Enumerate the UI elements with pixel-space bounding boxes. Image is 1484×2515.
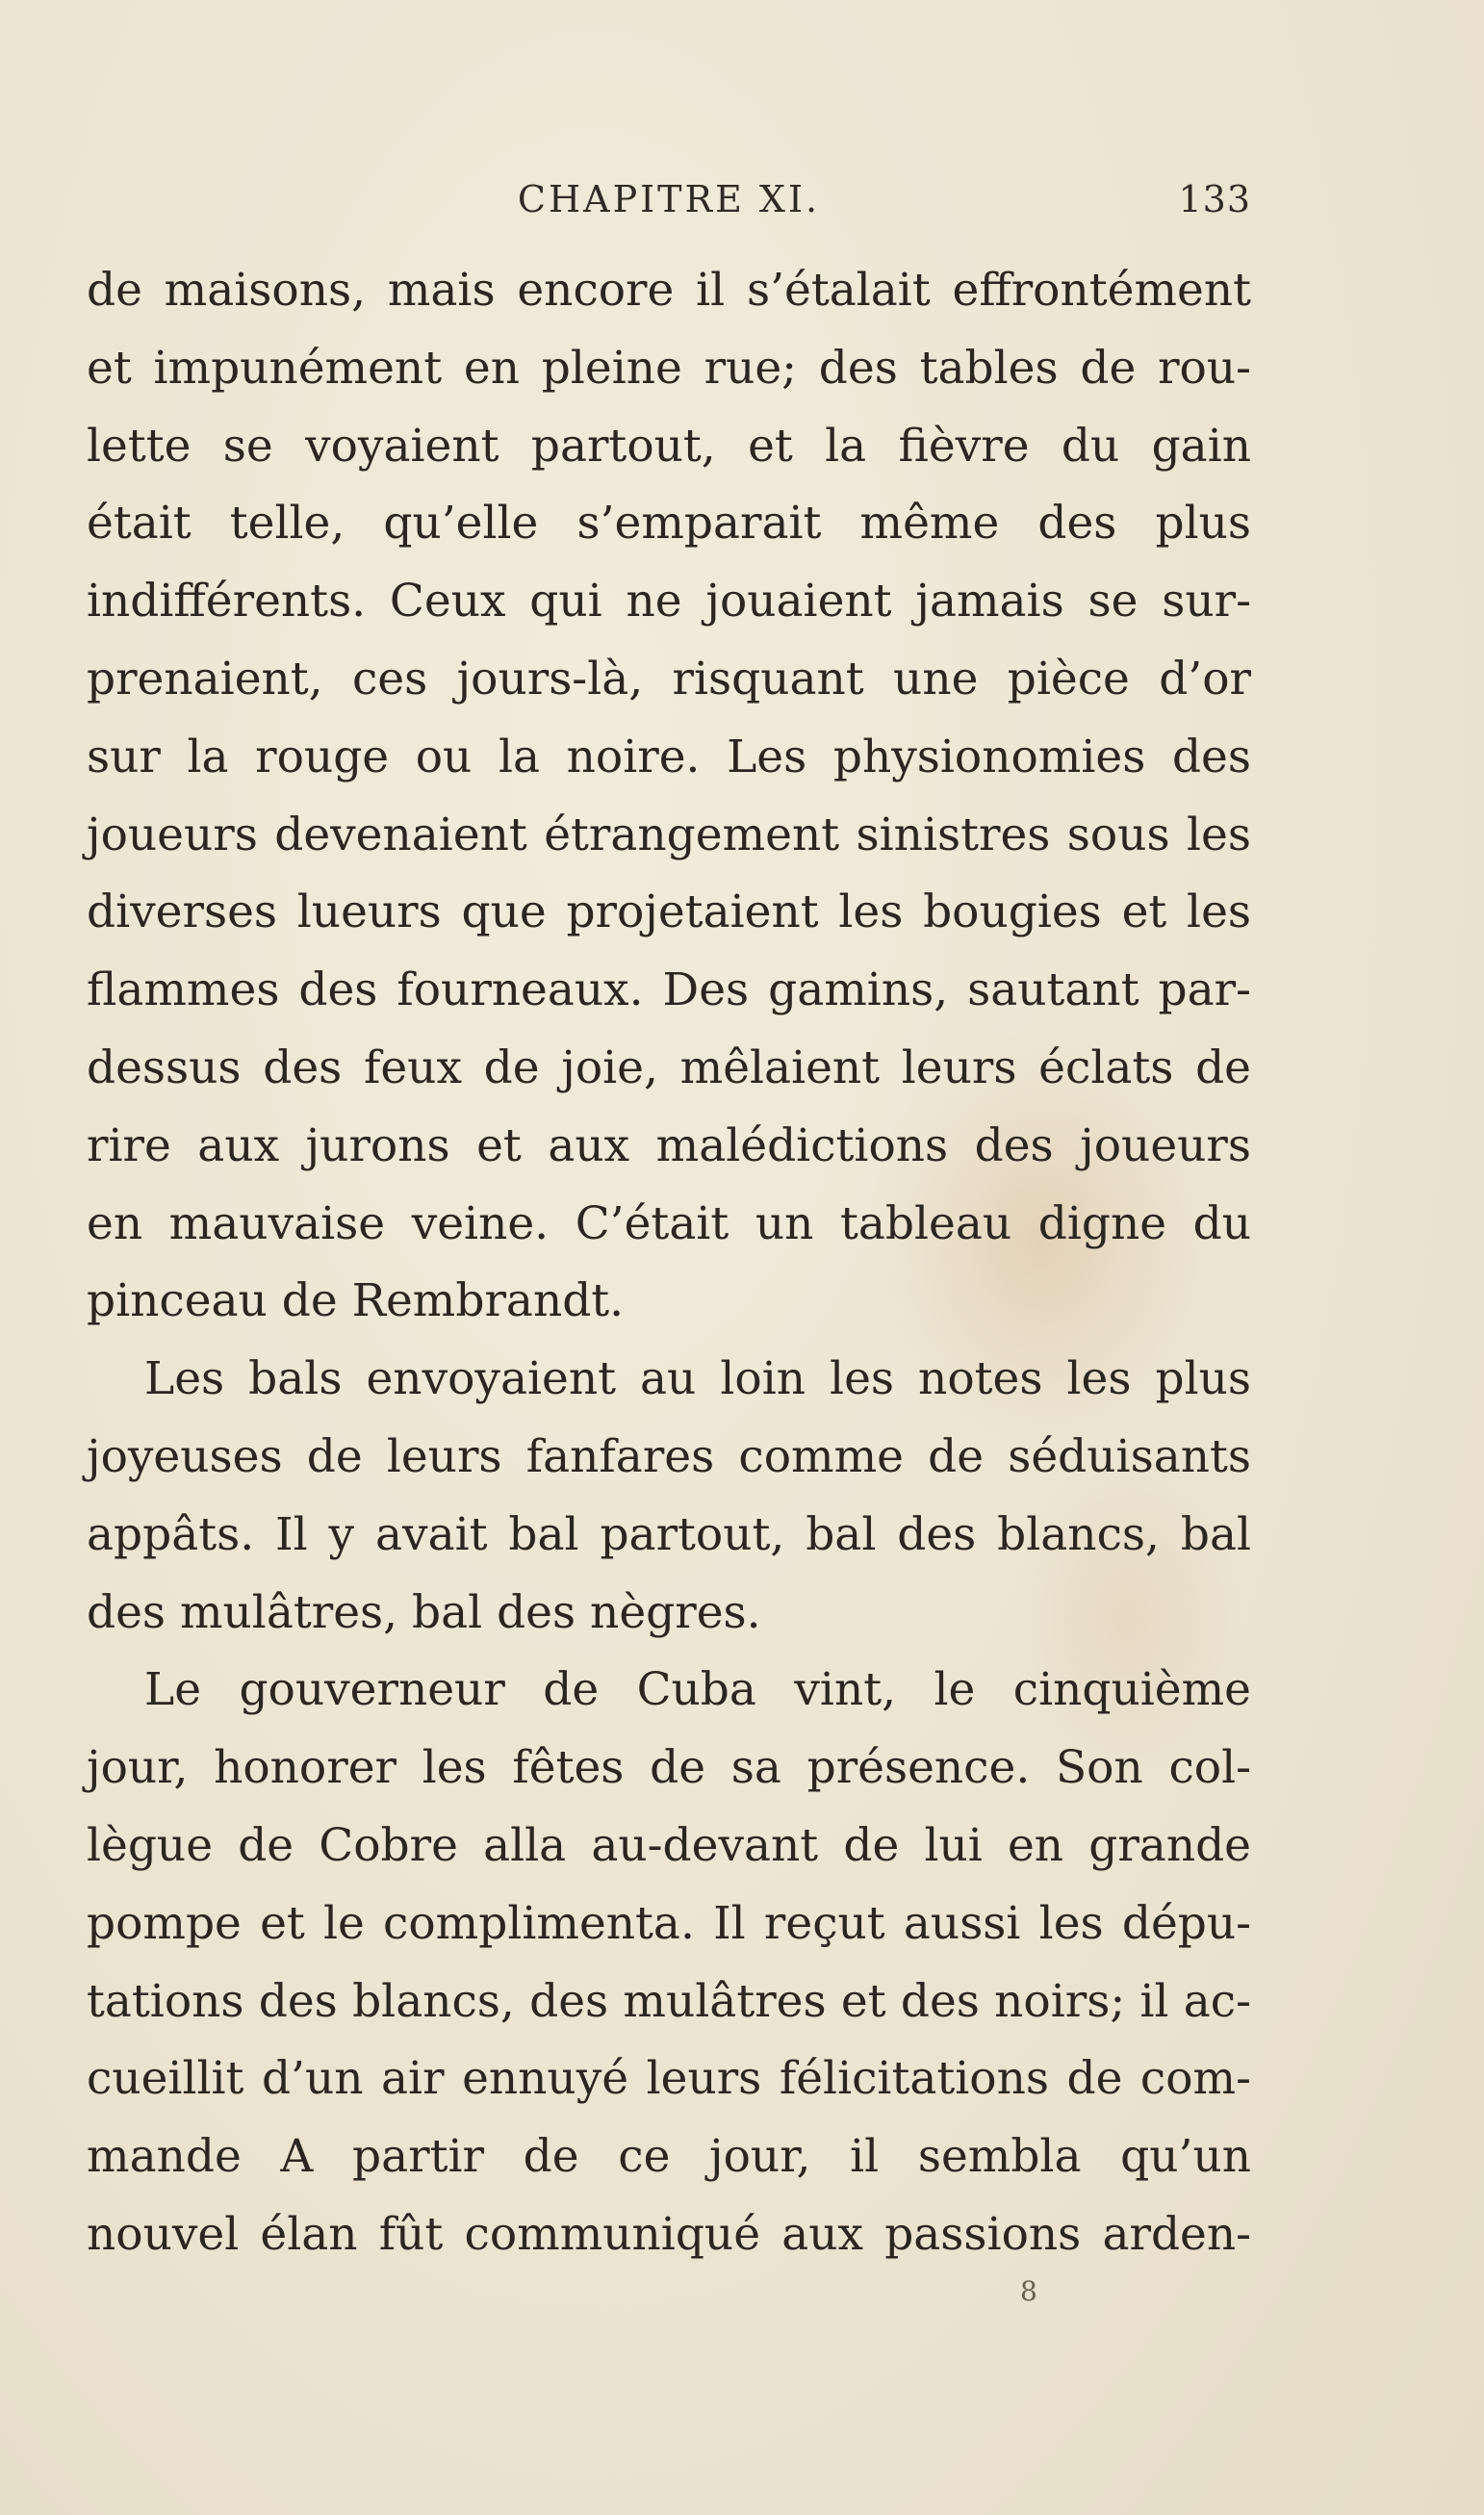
signature-mark: 8 [1020, 2275, 1037, 2307]
text-line: Les bals envoyaient au loin les notes les plus [144, 1352, 1251, 1406]
text-line: jour, honorer les fêtes de sa présence. Son col- [87, 1741, 1251, 1795]
text-line: nouvel élan fût communiqué aux passions arden- [87, 2207, 1251, 2261]
text-line: indifférents. Ceux qui ne jouaient jamais se sur- [87, 575, 1251, 629]
text-line: de maisons, mais encore il s’étalait effrontément [87, 264, 1251, 317]
text-line: lette se voyaient partout, et la fièvre du gain [87, 419, 1251, 473]
text-line: cueillit d’un air ennuyé leurs félicitations de com- [87, 2052, 1251, 2106]
text-line: rire aux jurons et aux malédictions des joueurs [87, 1118, 1251, 1172]
text-line: était telle, qu’elle s’emparait même des plus [87, 497, 1251, 551]
text-line: sur la rouge ou la noire. Les physionomies des [87, 730, 1251, 783]
text-line: Le gouverneur de Cuba vint, le cinquième [144, 1663, 1251, 1717]
chapter-heading: CHAPITRE XI. [517, 178, 821, 220]
text-line: joyeuses de leurs fanfares comme de séduisants [87, 1429, 1251, 1483]
text-line: prenaient, ces jours-là, risquant une pièce d’or [87, 652, 1251, 706]
text-line: diverses lueurs que projetaient les bougies et les [87, 885, 1251, 939]
text-line: pinceau de Rembrandt. [87, 1274, 625, 1328]
text-line: dessus des feux de joie, mêlaient leurs éclats de [87, 1040, 1251, 1094]
text-line: flammes des fourneaux. Des gamins, sautant par- [87, 963, 1251, 1017]
text-line: joueurs devenaient étrangement sinistres sous les [87, 808, 1251, 861]
text-line: des mulâtres, bal des nègres. [87, 1585, 761, 1639]
body-text [87, 252, 1251, 2274]
running-header [87, 178, 1251, 226]
text-line: en mauvaise veine. C’était un tableau digne du [87, 1196, 1251, 1250]
text-line: lègue de Cobre alla au-devant de lui en grande [87, 1818, 1251, 1872]
text-line: appâts. Il y avait bal partout, bal des blancs, bal [87, 1507, 1251, 1561]
text-line: pompe et le complimenta. Il reçut aussi les dépu- [87, 1896, 1251, 1950]
text-line: tations des blancs, des mulâtres et des noirs; il ac- [87, 1974, 1251, 2028]
text-line: et impunément en pleine rue; des tables de rou- [87, 341, 1251, 395]
page-number: 133 [1178, 178, 1251, 220]
text-line: mande A partir de ce jour, il sembla qu’un [87, 2130, 1251, 2184]
